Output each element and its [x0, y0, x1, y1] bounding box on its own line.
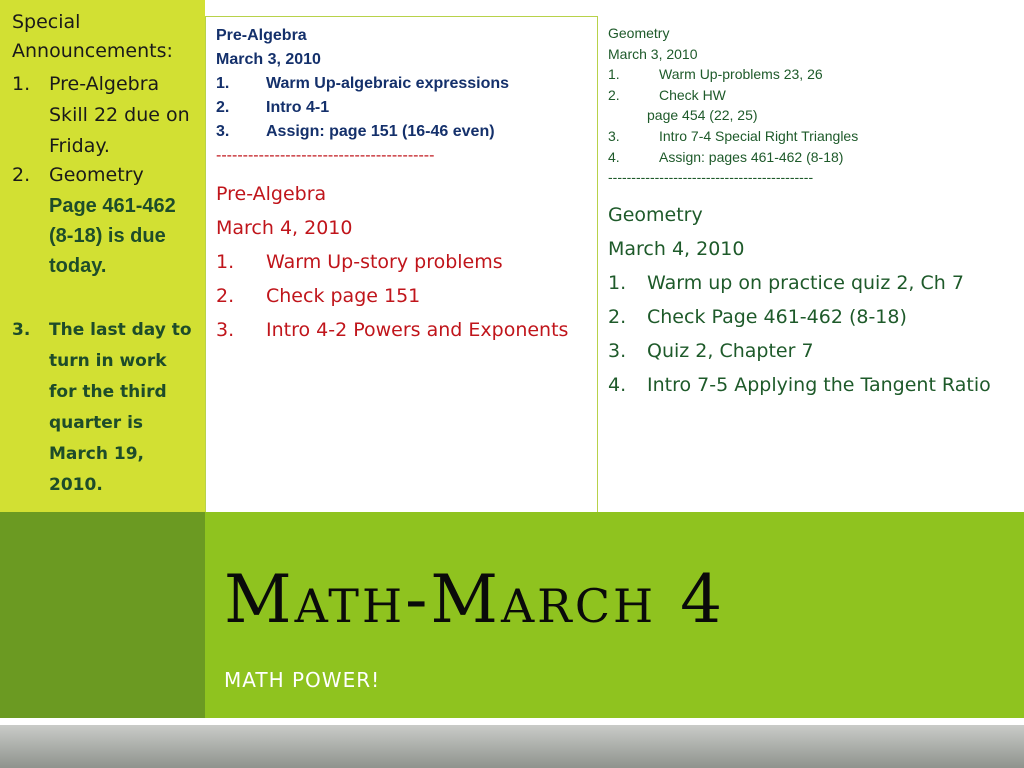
item-text: Quiz 2, Chapter 7: [647, 340, 814, 362]
prealgebra-mar4-subject: Pre-Algebra: [216, 183, 327, 205]
geometry-mar3-item: [608, 64, 1008, 85]
item-text: Warm Up-algebraic expressions: [266, 75, 510, 92]
item-text: Warm up on practice quiz 2, Ch 7: [647, 272, 964, 294]
geometry-mar4-date: March 4, 2010: [608, 238, 745, 260]
bottom-separator: [0, 718, 1024, 725]
item-number: 4.: [608, 374, 627, 396]
item-text: Check Page 461-462 (8-18): [647, 306, 907, 328]
item-number: 3.: [608, 340, 627, 362]
geometry-mar4-item: [608, 334, 1008, 368]
prealgebra-panel: [205, 16, 598, 513]
item-number: 1.: [216, 75, 230, 92]
announcement-text: Geometry: [49, 164, 144, 186]
prealgebra-mar3-item: [216, 120, 591, 144]
announcement-text: Pre-Algebra Skill 22 due on Friday.: [49, 73, 190, 157]
announcements-title: Special Announcements:: [12, 11, 173, 62]
item-text: Check HW: [659, 86, 726, 103]
geometry-mar3-subject: Geometry: [608, 25, 670, 41]
prealgebra-mar3-item: [216, 72, 591, 96]
item-text: page 454 (22, 25): [647, 107, 758, 124]
announcement-number: 1.: [12, 73, 31, 95]
geometry-mar3-block: [608, 23, 1008, 186]
item-number: 3.: [608, 127, 620, 144]
item-number: 1.: [608, 66, 620, 83]
item-text: Warm Up-problems 23, 26: [659, 66, 823, 83]
item-number: 2.: [608, 86, 620, 103]
item-number: 4.: [608, 148, 620, 165]
geometry-mar4-block: [608, 198, 1008, 402]
geometry-mar3-item: [608, 105, 1008, 126]
geometry-mar3-item: [608, 85, 1008, 106]
item-number: 1.: [216, 251, 235, 273]
item-text: Check page 151: [266, 285, 421, 307]
item-text: Intro 7-4 Special Right Triangles: [659, 127, 859, 144]
prealgebra-mar3-block: [216, 24, 591, 164]
geometry-mar3-date: March 3, 2010: [608, 45, 698, 62]
geometry-mar4-item: [608, 266, 1008, 300]
announcement-highlight: Page 461-462 (8-18) is due today.: [49, 195, 176, 277]
geometry-mar4-subject: Geometry: [608, 204, 703, 226]
prealgebra-mar4-date: March 4, 2010: [216, 217, 353, 239]
item-number: 2.: [216, 99, 230, 116]
prealgebra-mar3-subject: Pre-Algebra: [216, 27, 307, 44]
slide-title: Math-March 4: [224, 561, 726, 638]
prealgebra-mar4-item: [216, 245, 586, 279]
item-text: Intro 4-2 Powers and Exponents: [266, 319, 569, 341]
item-text: Intro 4-1: [266, 99, 330, 116]
item-text: Warm Up-story problems: [266, 251, 503, 273]
item-number: 3.: [216, 319, 235, 341]
prealgebra-mar4-item: [216, 279, 586, 313]
divider: --------------------------------------------: [608, 169, 814, 186]
geometry-panel: [597, 16, 1024, 513]
geometry-mar4-item: [608, 300, 1008, 334]
item-number: 1.: [608, 272, 627, 294]
announcement-number: 2.: [12, 164, 31, 186]
announcement-text-wrap: [49, 160, 199, 281]
item-text: Intro 7-5 Applying the Tangent Ratio: [647, 374, 991, 396]
item-number: 3.: [216, 123, 230, 140]
prealgebra-mar4-item: [216, 313, 586, 347]
bottom-bar: [0, 725, 1024, 768]
announcement-text: The last day to turn in work for the third quarter is March 19, 2010.: [49, 320, 192, 495]
item-text: Assign: page 151 (16-46 even): [266, 123, 495, 140]
divider: -----------------------------------------: [216, 147, 435, 164]
prealgebra-mar3-date: March 3, 2010: [216, 51, 321, 68]
prealgebra-mar4-block: [216, 177, 586, 347]
announcements-panel: [0, 0, 205, 512]
geometry-mar4-item: [608, 368, 1008, 402]
title-band-accent: [0, 512, 205, 718]
announcement-number: 3.: [12, 320, 31, 340]
item-number: 2.: [608, 306, 627, 328]
prealgebra-mar3-item: [216, 96, 591, 120]
item-number: 2.: [216, 285, 235, 307]
slide-subtitle: MATH POWER!: [224, 668, 381, 692]
geometry-mar3-item: [608, 147, 1008, 168]
geometry-mar3-item: [608, 126, 1008, 147]
item-text: Assign: pages 461-462 (8-18): [659, 148, 844, 165]
